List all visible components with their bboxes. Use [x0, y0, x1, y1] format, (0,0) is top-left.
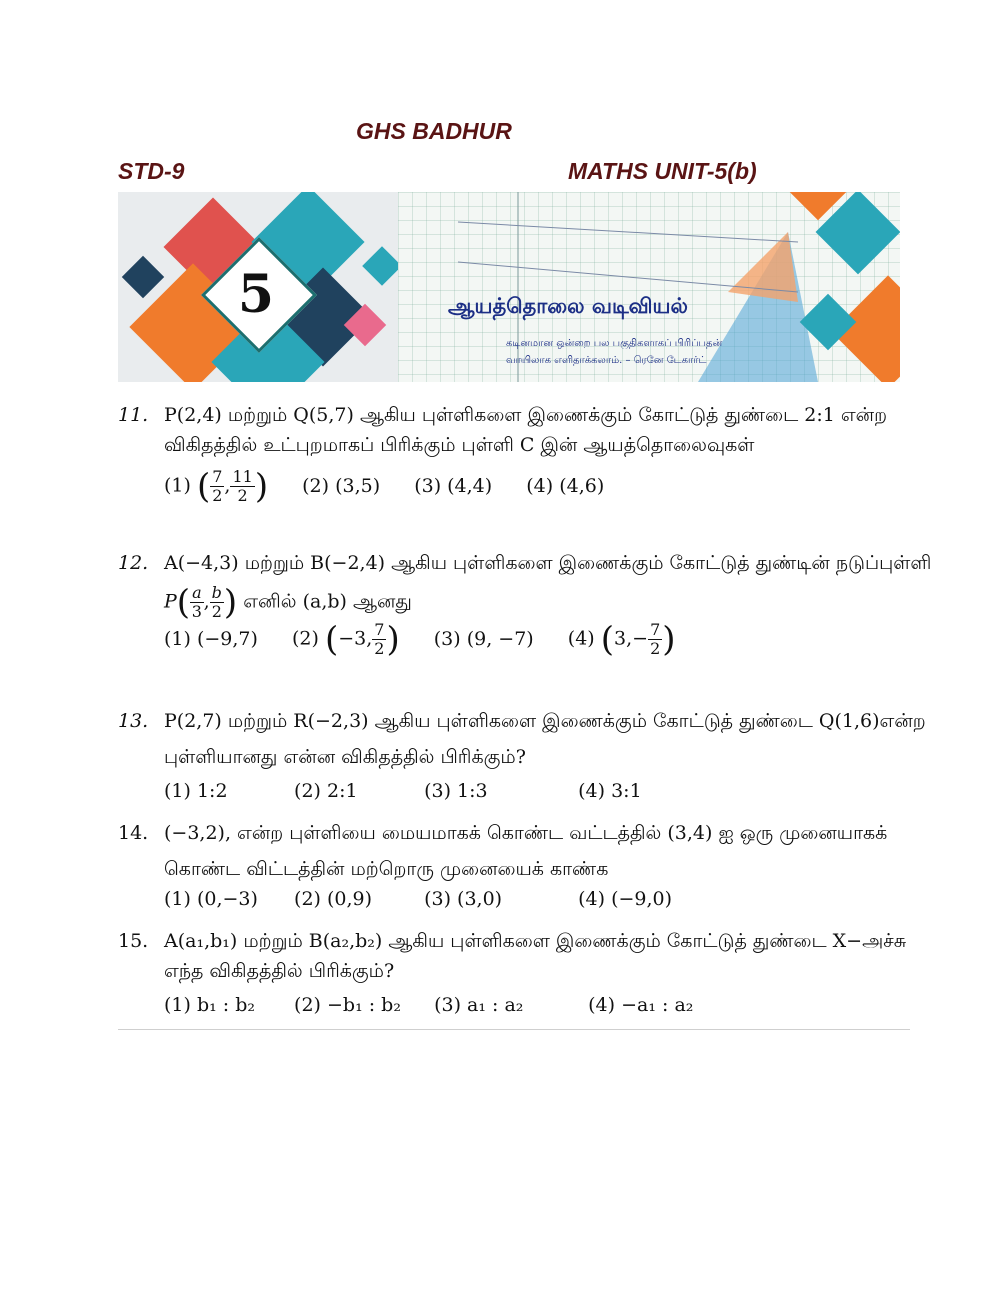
divider-line	[118, 1029, 910, 1030]
question-text-line2: புள்ளியானது என்ன விகிதத்தில் பிரிக்கும்?	[164, 746, 526, 768]
question-text-line2: விகிதத்தில் உட்புறமாகப் பிரிக்கும் புள்ளி C இன் ஆயத்தொலைவுகள்	[164, 434, 755, 456]
question-text-line1: A(−4,3) மற்றும் B(−2,4) ஆகிய புள்ளிகளை இணைக்கும் கோட்டுத் துண்டின் நடுப்புள்ளி	[164, 552, 932, 574]
question-number: 12.	[118, 552, 149, 574]
options-row	[118, 990, 838, 1020]
options-row	[118, 621, 838, 658]
option-2: (2) (−3, $\frac{7}{2}$ )	[291, 619, 400, 660]
standard-label: STD-9	[118, 158, 185, 184]
question-number: 11.	[118, 404, 149, 426]
diamond-shape	[362, 246, 398, 286]
question-text-line1: (−3,2), என்ற புள்ளியை மையமாகக் கொண்ட வட்டத்தில் (3,4) ஐ ஒரு முனையாகக்	[164, 822, 888, 844]
option-2: (2) −b₁ : b₂	[294, 994, 401, 1016]
subject-unit-label: MATHS UNIT-5(b)	[568, 158, 757, 184]
question-15	[118, 926, 907, 1020]
question-text-line1: A(a₁,b₁) மற்றும் B(a₂,b₂) ஆகிய புள்ளிகளை இணைக்கும் கோட்டுத் துண்டை X−அச்சு	[164, 930, 907, 952]
option-3: (3) 1:3	[424, 780, 488, 802]
option-1: (1) b₁ : b₂	[164, 994, 255, 1016]
question-text-line1: P(2,4) மற்றும் Q(5,7) ஆகிய புள்ளிகளை இணைக்கும் கோட்டுத் துண்டை 2:1 என்ற	[164, 404, 888, 426]
chapter-quote-line1: கடினமான ஒன்றை பல பகுதிகளாகப் பிரிப்பதன்	[506, 338, 723, 349]
question-14	[118, 818, 888, 914]
option-4: (4) (−9,0)	[578, 888, 673, 910]
option-3: (3) a₁ : a₂	[434, 994, 524, 1016]
banner-decor-right	[398, 192, 900, 382]
banner-decor-left	[118, 192, 398, 382]
option-1: (1) ( $\frac{7}{2}$ , $\frac{11}{2}$ )	[164, 466, 269, 507]
option-1: (1) (−9,7)	[164, 627, 258, 650]
chapter-banner	[118, 192, 900, 382]
question-text-line2: கொண்ட விட்டத்தின் மற்றொரு முனையைக் காண்க	[164, 858, 609, 880]
options-row	[118, 468, 838, 505]
question-number: 14.	[118, 822, 149, 844]
chapter-number: 5	[237, 264, 275, 325]
option-3: (3) (9, −7)	[433, 627, 534, 650]
question-text-line2: P( $\frac{a}{3}$ , $\frac{b}{2}$ ) எனில் (a,b) ஆனது	[164, 582, 412, 623]
option-1: (1) 1:2	[164, 780, 228, 802]
option-2: (2) (0,9)	[294, 888, 373, 910]
question-12	[118, 548, 932, 660]
chapter-quote-line2: வாயிலாக எளிதாக்கலாம். – ரெனே டேகார்ட்	[506, 355, 707, 366]
option-4: (4) −a₁ : a₂	[588, 994, 694, 1016]
coordinate-sketch	[398, 192, 900, 382]
option-3: (3) (4,4)	[414, 474, 493, 497]
diamond-shape	[122, 256, 164, 298]
question-number: 13.	[118, 710, 149, 732]
option-1: (1) (0,−3)	[164, 888, 258, 910]
options-row	[118, 884, 838, 914]
school-name: GHS BADHUR	[356, 118, 512, 144]
option-4: (4) (4,6)	[526, 474, 605, 497]
option-4: (4) (3,− $\frac{7}{2}$ )	[567, 619, 676, 660]
option-3: (3) (3,0)	[424, 888, 503, 910]
question-text-line1: P(2,7) மற்றும் R(−2,3) ஆகிய புள்ளிகளை இணைக்கும் கோட்டுத் துண்டை Q(1,6)என்ற	[164, 710, 926, 732]
options-row	[118, 776, 838, 806]
option-2: (2) (3,5)	[302, 474, 381, 497]
question-number: 15.	[118, 930, 149, 952]
chapter-title: ஆயத்தொலை வடிவியல்	[448, 294, 688, 318]
option-2: (2) 2:1	[294, 780, 358, 802]
option-4: (4) 3:1	[578, 780, 642, 802]
question-13	[118, 706, 926, 806]
question-text-line2: எந்த விகிதத்தில் பிரிக்கும்?	[164, 960, 395, 982]
question-11	[118, 400, 888, 507]
